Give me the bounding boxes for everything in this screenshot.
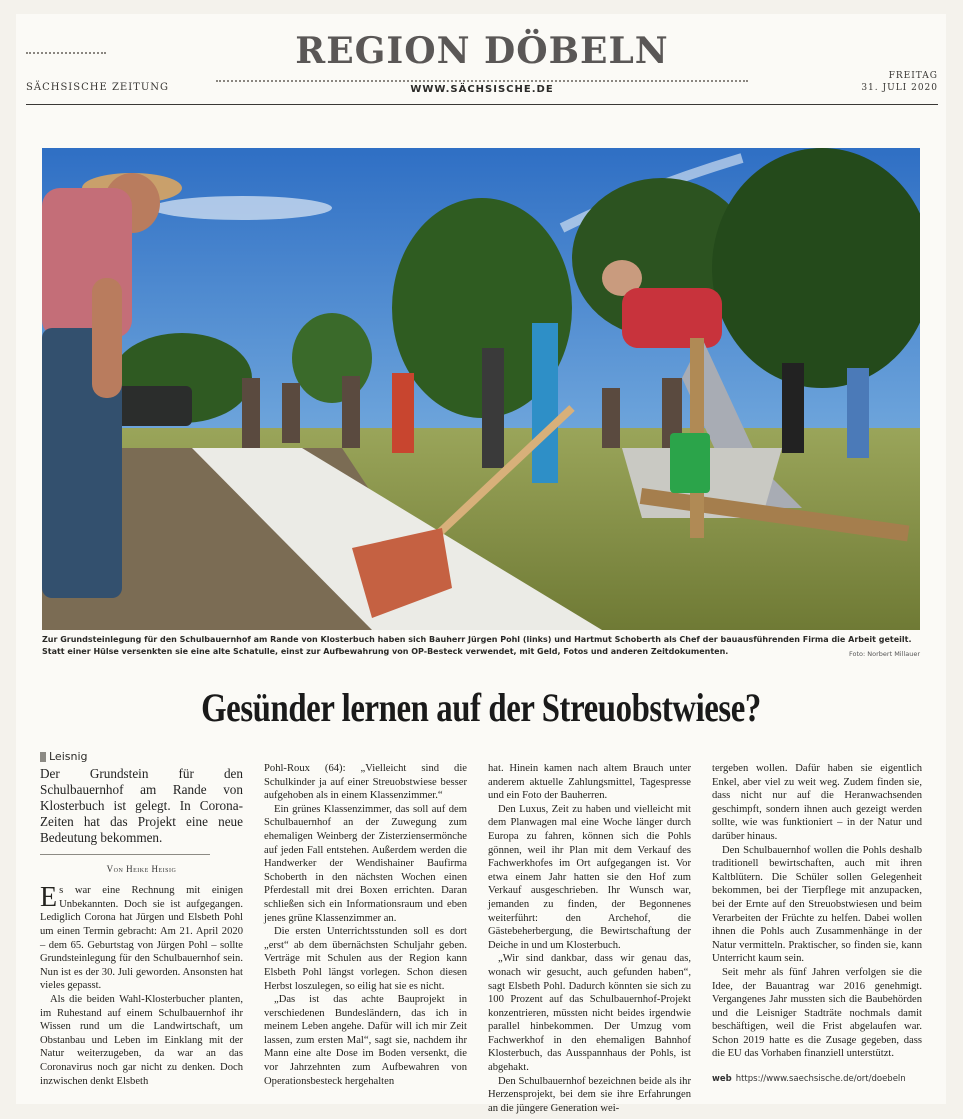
body-paragraph: Den Schulbauernhof wollen die Pohls deshalb traditionell bewirtschaften, auch mit ihren Kaltblütern. Die Schüler sollen Gelegenheit bekommen, bei der Tierpflege mit anzupacken, bei der Ernte auf den Streuobstwiesen und beim Verarbeiten der Früchte zu helfen. Dabei wollen ihnen die Pohls auch Zusammenhänge in der Natur vermitteln. Praktischer, so finden sie, kann Unterricht kaum sein. [712, 844, 922, 965]
lead-divider [40, 854, 210, 855]
body-paragraph: tergeben wollen. Dafür haben sie eigentlich Enkel, aber viel zu weit weg. Zudem finden sie, dass nicht nur auf die Heranwachsenden geschimpft, sondern ihnen auch gezeigt werden sollte, wie was funktioniert – in der Natur und darüber hinaus. [712, 763, 922, 842]
article-column-1 [40, 750, 243, 1088]
dateline [40, 750, 243, 764]
body-paragraph: Den Schulbauernhof bezeichnen beide als ihr Herzensprojekt, bei dem sie ihre Erfahrungen an die jüngere Generation wei- [488, 1075, 691, 1114]
article-headline: Gesünder lernen auf der Streuobstwiese? [201, 685, 761, 730]
body-paragraph: Den Luxus, Zeit zu haben und vielleicht mit dem Planwagen mal eine Woche länger durch Europa zu fahren, können sich die Pohls gönnen, weil ihr Plan mit dem Verkauf des Fachwerkhofes im Ort aufgegangen ist. Vor etwa einem Jahr hatten sie den Hof zum Verkauf ausgeschrieben. Ihr Wunsch war, jemanden zu finden, der Begonnenes weiterführt: den Archehof, die Gästebeherbergung, die Bewirtschaftung der Deiche in und um Klosterbuch. [488, 803, 691, 951]
body-paragraph: Pohl-Roux (64): „Vielleicht sind die Schulkinder ja auf einer Streuobstwiese besser aufgehoben als in einem Klassenzimmer.“ [264, 763, 467, 802]
body-paragraph: Seit mehr als fünf Jahren verfolgen sie die Idee, der Bauantrag war 2016 genehmigt. Vergangenes Jahr mussten sich die Baubehörden und die Leisniger Stadträte nochmals damit beschäftigen, weil die Frist abgelaufen war. Schon 2019 hatte es die Zusage gegeben, dass die EU das Vorhaben finanziell unterstützt. [712, 966, 922, 1060]
photo-groundbreaking-scene [42, 148, 920, 630]
photo-caption [42, 634, 920, 660]
issue-date [861, 70, 938, 94]
web-link-line [712, 1073, 922, 1087]
issue-date-value: 31. JULI 2020 [861, 83, 938, 93]
body-paragraph: Die ersten Unterrichtsstunden soll es dort „erst“ ab dem übernächsten Schuljahr geben. Verträge mit Schulen aus der Region kann Elsbeth Pohl längst vorlegen. Schon diesen Herbst loszulegen, so eilig hat sie es nicht. [264, 926, 467, 992]
newspaper-page [16, 14, 946, 1114]
article-column-2 [264, 762, 467, 1088]
photo-caption-text: Zur Grundsteinlegung für den Schulbauernhof am Rande von Klosterbuch haben sich Bauherr Jürgen Pohl (links) und Hartmut Schoberth als Chef der bauausführenden Firma die Arbeit geteilt. Statt einer Hülse versenkten sie eine alte Schatulle, einst zur Aufbewahrung von OP-Besteck verwendet, mit Geld, Fotos und anderen Zeitdokumenten. [42, 635, 912, 656]
web-label: web [712, 1074, 732, 1085]
masthead-center-dotted-rule [216, 80, 748, 82]
author-byline: Von Heike Heisig [106, 863, 177, 874]
dateline-marker-icon [40, 752, 46, 762]
paper-name: SÄCHSISCHE ZEITUNG [26, 82, 169, 93]
dateline-location: Leisnig [49, 750, 88, 763]
body-paragraph: „Wir sind dankbar, dass wir genau das, wonach wir gesucht, auch gefunden haben“, sagt Elsbeth Pohl. Dadurch könnten sie sich zu 100 Prozent auf das Schulbauernhof-Projekt konzentrieren, müssten nicht beides irgendwie parallel hinbekommen. Der Umzug vom Fachwerkhof in den ehemaligen Bahnhof Klosterbuch, das Ausspannhaus der Pohls, ist abgehakt. [488, 953, 691, 1074]
masthead [26, 24, 938, 106]
article-photo [42, 148, 920, 630]
issue-weekday: FREITAG [888, 71, 938, 81]
body-paragraph: Als die beiden Wahl-Klosterbucher planten, im Ruhestand auf einem Schulbauernhof ihr Wissen rund um die Landwirtschaft, um Obstanbau und Leben im Einklang mit der Natur weiterzugeben, da war an das Coronavirus noch gar nicht zu denken. Doch inzwischen denkt Elsbeth [40, 993, 243, 1087]
body-paragraph: „Das ist das achte Bauprojekt in verschiedenen Bundesländern, das ich in meinem Leben angehe. Dafür will ich mir Zeit lassen, zum ersten Mal“, sagt sie, nachdem ihr Mann eine alte Dose im Boden versenkt, die vor Jahrzehnten zum Aufbewahren von Operationsbesteck hergehalten [264, 994, 467, 1087]
article-column-4 [712, 762, 922, 1087]
article-lead: Der Grundstein für den Schulbauernhof am Rande von Klosterbuch ist gelegt. In Corona-Zeiten hat das Projekt eine neue Bedeutung bekommen. [40, 765, 243, 845]
body-paragraph: Es war eine Rechnung mit einigen Unbekannten. Doch sie ist aufgegangen. Lediglich Corona hat Jürgen und Elsbeth Pohl um einen Termin gebracht: Am 21. April 2020 – dem 65. Geburtstag von Jürgen Pohl – sollte Grundsteinlegung für den Schulbauernhof sein. Nun ist es der 30. Juli geworden. Ansonsten hat vieles gepasst. [40, 882, 243, 992]
body-paragraph: hat. Hinein kamen nach altem Brauch unter anderem aktuelle Zahlungsmittel, Tagespresse und ein Foto der Bauherren. [488, 763, 691, 802]
body-paragraph: Ein grünes Klassenzimmer, das soll auf dem Schulbauernhof an der Zuwegung zum ehemaligen Weinberg der Zisterziensermönche auf jeden Fall entstehen. Außerdem werden die Handwerker der Wendishainer Baufirma Schoberth in den nächsten Wochen einen Pferdestall mit drei Boxen errichten. Daran schließen sich ein Informationsraum und eben jenes grüne Klassenzimmer an. [264, 803, 467, 924]
web-url-link[interactable]: https://www.saechsische.de/ort/doebeln [735, 1074, 906, 1085]
masthead-url[interactable]: WWW.SÄCHSISCHE.DE [410, 84, 554, 95]
masthead-rule [26, 104, 938, 105]
drop-cap: E [40, 882, 58, 914]
article-column-3 [488, 762, 691, 1115]
photo-credit: Foto: Norbert Millauer [849, 650, 920, 658]
article-body [40, 750, 922, 1114]
section-title: REGION DÖBELN [295, 30, 669, 72]
